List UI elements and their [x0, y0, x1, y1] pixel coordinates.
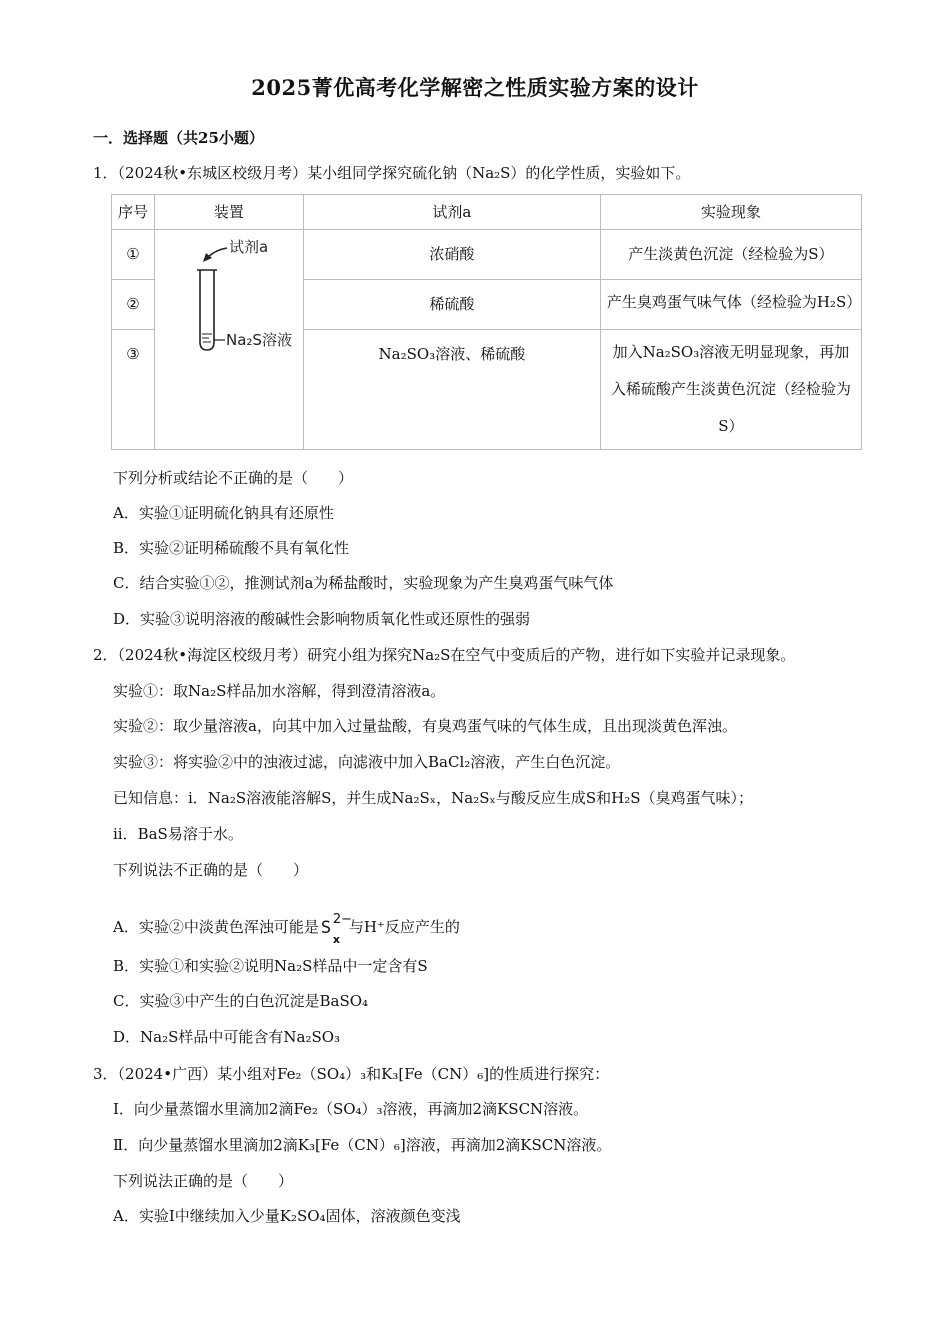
q3-line: Ⅱ．向少量蒸馏水里滴加2滴K₃[Fe（CN）₆]溶液，再滴加2滴KSCN溶液。: [113, 1136, 612, 1154]
q3-question: 下列说法正确的是（ ）: [113, 1172, 294, 1190]
q2-line: 已知信息：i．Na₂S溶液能溶解S，并生成Na₂Sₓ，Na₂Sₓ与酸反应生成S和H₂S（臭鸡蛋气味）；: [113, 789, 754, 807]
reagent-cell: 浓硝酸: [303, 230, 600, 280]
option-a-text: A．实验②中淡黄色浑浊可能是: [113, 918, 319, 936]
q2-stem: [93, 645, 795, 665]
header-cell: 装置: [154, 195, 303, 230]
row-id: ①: [112, 230, 155, 280]
q1-option-d[interactable]: D．实验③说明溶液的酸碱性会影响物质氧化性或还原性的强弱: [113, 610, 531, 628]
q3-stem: [93, 1064, 609, 1084]
header-cell: 实验现象: [600, 195, 861, 230]
ion-charge: 2−: [332, 912, 353, 927]
q3-number: 3．: [93, 1065, 118, 1083]
reagent-cell: Na₂SO₃溶液、稀硫酸: [303, 330, 600, 450]
section-heading: 一．选择题（共25小题）: [93, 129, 264, 147]
reagent-cell: 稀硫酸: [303, 280, 600, 330]
page-title: 2025菁优高考化学解密之性质实验方案的设计: [251, 75, 699, 100]
q3-stem-text: （2024•广西）某小组对Fe₂（SO₄）₃和K₃[Fe（CN）₆]的性质进行探究：: [117, 1065, 610, 1083]
q1-option-b[interactable]: B．实验②证明稀硫酸不具有氧化性: [113, 539, 350, 557]
row-id: ③: [112, 330, 155, 450]
test-tube-figure: [155, 230, 303, 360]
q2-line: 实验①：取Na₂S样品加水溶解，得到澄清溶液a。: [113, 682, 446, 700]
device-label-bottom: Na₂S溶液: [225, 331, 292, 349]
option-a-text-end: 与H⁺反应产生的: [348, 918, 460, 936]
header-cell: 试剂a: [303, 195, 600, 230]
phenomenon-cell: 加入Na₂SO₃溶液无明显现象，再加入稀硫酸产生淡黄色沉淀（经检验为S）: [600, 330, 861, 450]
q2-line: ii．BaS易溶于水。: [113, 825, 243, 843]
phenomenon-cell: 产生淡黄色沉淀（经检验为S）: [600, 230, 861, 280]
q1-question: 下列分析或结论不正确的是（ ）: [113, 469, 354, 487]
q2-line: 实验②：取少量溶液a，向其中加入过量盐酸，有臭鸡蛋气味的气体生成，且出现淡黄色浑浊。: [113, 717, 737, 735]
q1-option-a[interactable]: A．实验①证明硫化钠具有还原性: [113, 504, 334, 522]
header-cell: 序号: [112, 195, 155, 230]
q1-stem: [93, 163, 690, 183]
q2-option-d[interactable]: D．Na₂S样品中可能含有Na₂SO₃: [113, 1028, 341, 1046]
device-cell: [154, 230, 303, 450]
table-row: [112, 230, 862, 280]
table-header-row: [112, 195, 862, 230]
q2-question: 下列说法不正确的是（ ）: [113, 861, 309, 879]
row-id: ②: [112, 280, 155, 330]
q2-option-b[interactable]: B．实验①和实验②说明Na₂S样品中一定含有S: [113, 957, 428, 975]
q2-line: 实验③：将实验②中的浊液过滤，向滤液中加入BaCl₂溶液，产生白色沉淀。: [113, 753, 621, 771]
q1-number: 1．: [93, 164, 118, 182]
q2-option-c[interactable]: C．实验③中产生的白色沉淀是BaSO₄: [113, 992, 369, 1010]
experiment-table: [111, 194, 862, 450]
phenomenon-cell: 产生臭鸡蛋气味气体（经检验为H₂S）: [600, 280, 861, 330]
q3-option-a[interactable]: A．实验Ⅰ中继续加入少量K₂SO₄固体，溶液颜色变浅: [113, 1207, 461, 1225]
polysulfide-ion: [319, 906, 353, 946]
q1-option-c[interactable]: C．结合实验①②，推测试剂a为稀盐酸时，实验现象为产生臭鸡蛋气味气体: [113, 574, 614, 592]
q2-number: 2．: [93, 646, 118, 664]
device-label-top: 试剂a: [228, 238, 269, 256]
q3-line: Ⅰ．向少量蒸馏水里滴加2滴Fe₂（SO₄）₃溶液，再滴加2滴KSCN溶液。: [113, 1100, 589, 1118]
ion-symbol: S: [320, 918, 332, 938]
q2-stem-text: （2024秋•海淀区校级月考）研究小组为探究Na₂S在空气中变质后的产物，进行如下实验并记录现象。: [117, 646, 796, 664]
q2-option-a[interactable]: [113, 906, 460, 946]
q1-stem-text: （2024秋•东城区校级月考）某小组同学探究硫化钠（Na₂S）的化学性质，实验如下。: [117, 164, 691, 182]
ion-subscript: x: [332, 933, 340, 946]
